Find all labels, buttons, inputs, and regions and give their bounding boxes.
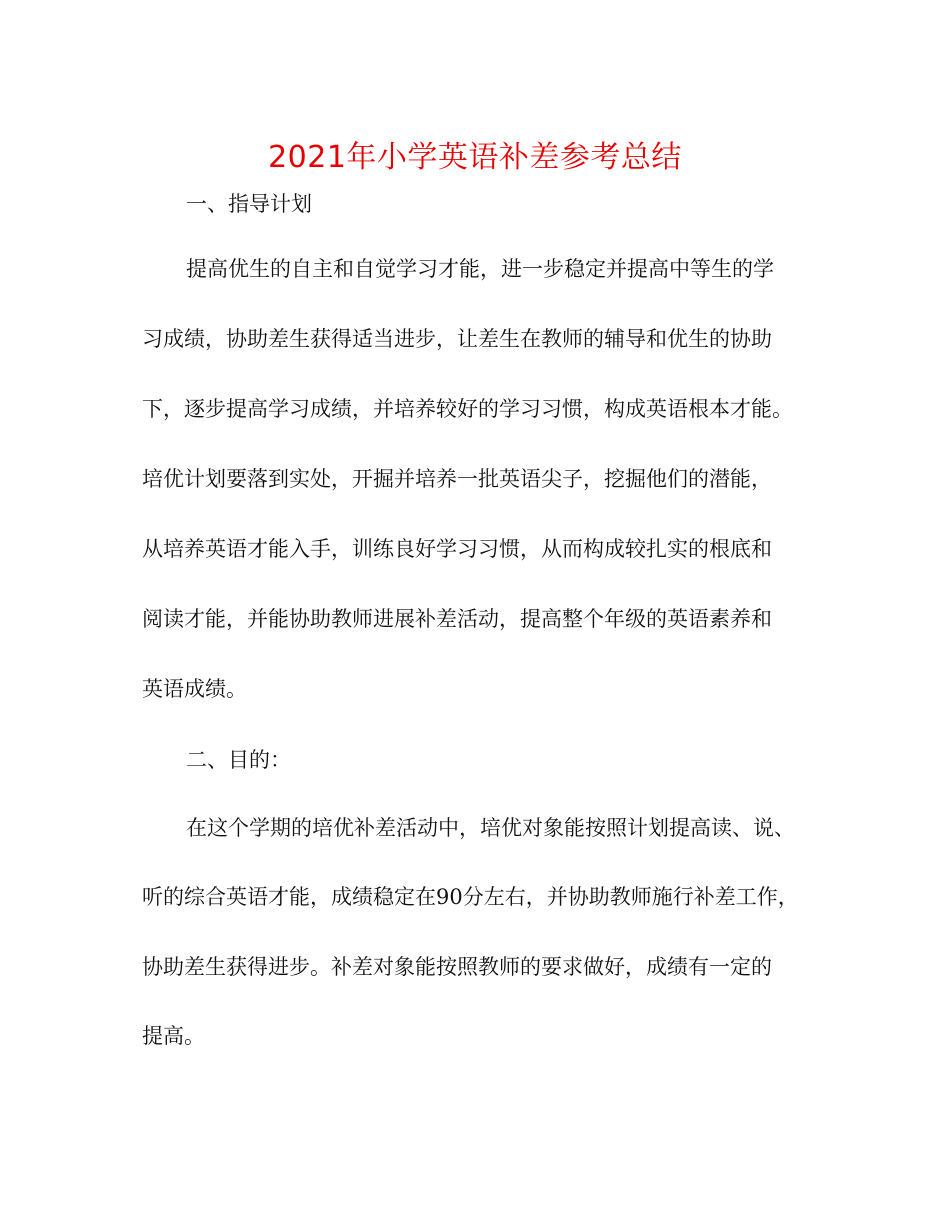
section-heading-purpose: 二、目的： bbox=[186, 748, 291, 772]
paragraph-line: 习成绩，协助差生获得适当进步，让差生在教师的辅导和优生的协助 bbox=[142, 327, 772, 351]
paragraph-line: 在这个学期的培优补差活动中，培优对象能按照计划提高读、说、 bbox=[186, 816, 795, 840]
paragraph-line: 听的综合英语才能，成绩稳定在90分左右，并协助教师施行补差工作， bbox=[142, 885, 799, 909]
paragraph-line: 从培养英语才能入手，训练良好学习习惯，从而构成较扎实的根底和 bbox=[142, 537, 772, 561]
paragraph-line: 提高优生的自主和自觉学习才能，进一步稳定并提高中等生的学 bbox=[186, 257, 774, 281]
document-title: 2021年小学英语补差参考总结 bbox=[268, 140, 682, 175]
paragraph-line: 英语成绩。 bbox=[142, 677, 247, 701]
paragraph-line: 提高。 bbox=[142, 1024, 205, 1048]
paragraph-line: 协助差生获得进步。补差对象能按照教师的要求做好，成绩有一定的 bbox=[142, 955, 772, 979]
paragraph-line: 阅读才能，并能协助教师进展补差活动，提高整个年级的英语素养和 bbox=[142, 607, 772, 631]
section-heading-guidance-plan: 一、指导计划 bbox=[186, 192, 312, 216]
paragraph-line: 培优计划要落到实处，开掘并培养一批英语尖子，挖掘他们的潜能， bbox=[142, 467, 772, 491]
paragraph-line: 下，逐步提高学习成绩，并培养较好的学习习惯，构成英语根本才能。 bbox=[142, 397, 793, 421]
